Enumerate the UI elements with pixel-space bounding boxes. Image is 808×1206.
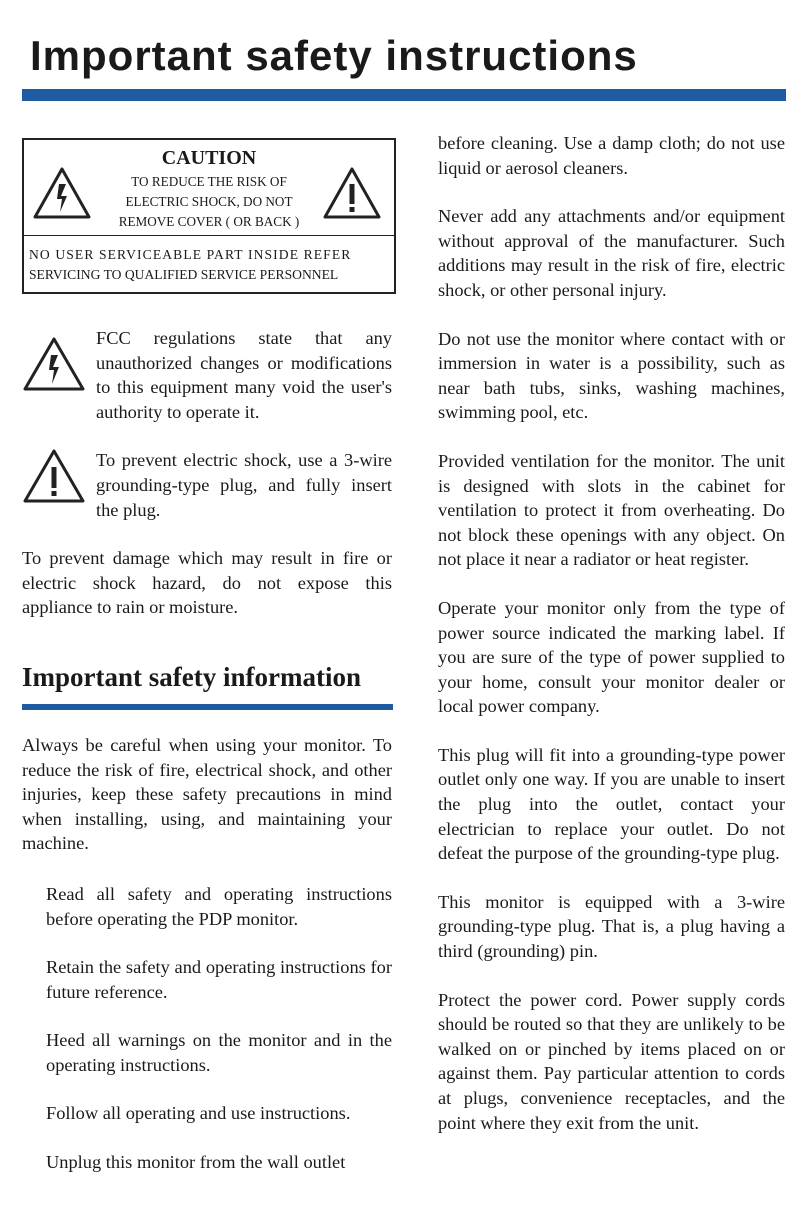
right-paragraph: Provided ventilation for the monitor. The unit is designed with slots in the cabinet for ventilation to protect it from overheating. Do not block these openings with any object. On not place it near a radiator or heat register. [438, 450, 785, 570]
caution-line: TO REDUCE THE RISK OF [131, 174, 287, 189]
damage-text: To prevent damage which may result in fire or electric shock hazard, do not expose this appliance to rain or moisture. [22, 548, 392, 618]
list-item: Follow all operating and use instructions. [46, 1103, 351, 1124]
right-paragraph: Operate your monitor only from the type of power source indicated the marking label. If you are sure of the type of power supplied to your home, consult your monitor dealer or local power company. [438, 597, 785, 717]
list-item: Retain the safety and operating instructions for future reference. [46, 957, 392, 1002]
caution-note-line: SERVICING TO QUALIFIED SERVICE PERSONNEL [29, 267, 339, 282]
exclamation-warning-icon [22, 448, 86, 504]
fcc-text: FCC regulations state that any unauthorized changes or modifications to this equipment many void the user's authority to operate it. [96, 328, 392, 422]
caution-title: CAUTION [161, 147, 257, 169]
shock-paragraph [22, 448, 392, 522]
caution-line: REMOVE COVER ( OR BACK ) [118, 214, 300, 229]
right-paragraph: This monitor is equipped with a 3-wire grounding-type plug. That is, a plug having a third (grounding) pin. [438, 891, 785, 962]
right-paragraph: Never add any attachments and/or equipment without approval of the manufacturer. Such additions may result in the risk of fire, electric shock, or other personal injury. [438, 206, 785, 300]
right-paragraph: This plug will fit into a grounding-type power outlet only one way. If you are unable to insert the plug into the outlet, contact your electrician to replace your outlet. Do not defeat the purpose of the grounding-type plug. [438, 744, 785, 864]
shock-text: To prevent electric shock, use a 3-wire grounding-type plug, and fully insert the plug. [96, 450, 392, 520]
list-item: Read all safety and operating instructions before operating the PDP monitor. [46, 883, 392, 929]
caution-divider [24, 235, 394, 236]
caution-box [22, 138, 396, 294]
title-underline-bar [22, 89, 786, 101]
lightning-warning-icon [22, 336, 86, 392]
list-item: Heed all warnings on the monitor and in the operating instructions. [46, 1030, 392, 1075]
caution-note [29, 245, 389, 285]
right-paragraph: Protect the power cord. Power supply cords should be routed so that they are unlikely to be walked on or pinched by items placed on or against them. Pay particular attention to cords at plugs, convenience receptacles, and the point where they exit from the unit. [438, 989, 785, 1133]
caution-note-line: NO USER SERVICEABLE PART INSIDE REFER [29, 247, 352, 262]
list-item: Unplug this monitor from the wall outlet [46, 1152, 346, 1173]
page-title: Important safety instructions [30, 32, 638, 79]
caution-line: ELECTRIC SHOCK, DO NOT [125, 194, 293, 209]
section-heading: Important safety information [22, 661, 361, 692]
right-column [438, 131, 785, 1135]
intro-text: Always be careful when using your monitor. To reduce the risk of fire, electrical shock, and other injuries, keep these safety precautions in mind when installing, using, and maintaining your machine. [22, 734, 392, 854]
right-paragraph: Do not use the monitor where contact with or immersion in water is a possibility, such as near bath tubs, sinks, washing machines, swimming pool, etc. [438, 328, 785, 423]
caution-text [114, 172, 304, 232]
right-paragraph: before cleaning. Use a damp cloth; do not use liquid or aerosol cleaners. [438, 133, 785, 178]
lightning-warning-icon [32, 166, 92, 220]
exclamation-warning-icon [322, 166, 382, 220]
fcc-paragraph [22, 326, 392, 424]
left-column [22, 138, 392, 1175]
